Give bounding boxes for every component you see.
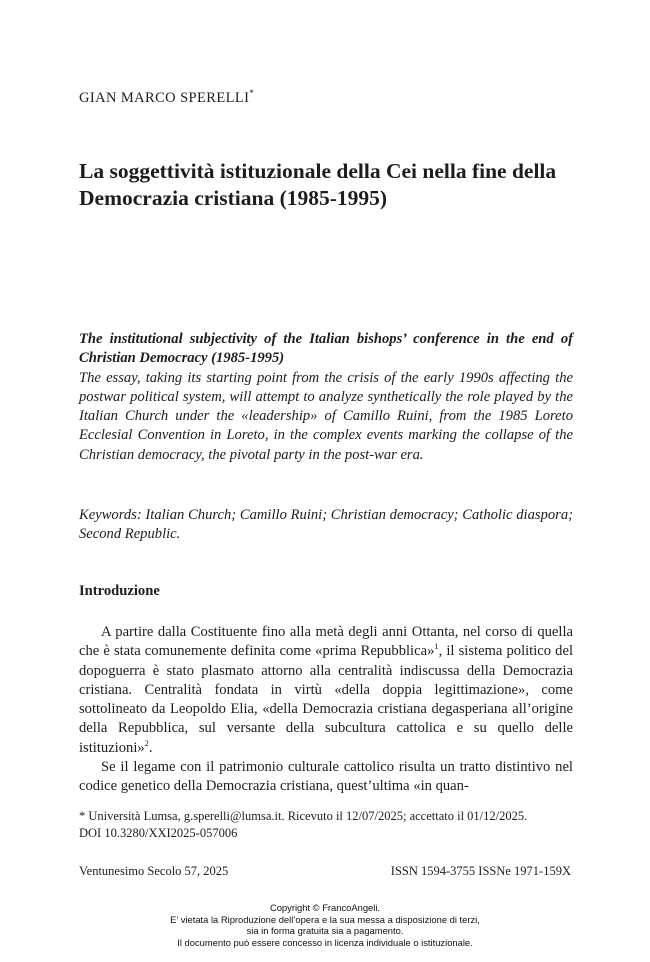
author-name xyxy=(79,90,254,107)
journal-footer: Ventunesimo Secolo 57, 2025 xyxy=(79,864,229,878)
copyright-line: Il documento può essere concesso in licenza individuale o istituzionale. xyxy=(177,937,473,949)
paragraph xyxy=(79,623,573,758)
article-title: La soggettività istituzionale della Cei nella fine della Democrazia cristiana (1985-1995) xyxy=(79,159,557,210)
author-footnote xyxy=(79,808,573,841)
paragraph: Se il legame con il patrimonio culturale cattolico risulta un tratto distintivo nel codice genetico della Democrazia cristiana, quest’ultima «in quan- xyxy=(79,759,573,795)
paragraph-part: , il sistema politico del dopoguerra è stato plasmato attorno alla centralità indiscussa della Democrazia cristiana. Centralità fondata in virtù «della doppia legittimazione», come sottolineato da Leopoldo Elia, «della Democrazia cristiana degasperiana all’origine della Repubblica, sul versante della subcultura cattolica e su quello delle istituzioni» xyxy=(79,643,574,756)
abstract xyxy=(79,330,573,465)
issn-footer: ISSN 1594-3755 ISSNe 1971-159X xyxy=(390,864,571,878)
abstract-title: The institutional subjectivity of the Italian bishops’ conference in the end of Christian Democracy (1985-1995) xyxy=(79,331,573,367)
footnote-ref-1: 1 xyxy=(434,641,439,652)
copyright-notice xyxy=(0,902,650,949)
footnote-ref-2: 2 xyxy=(144,737,149,748)
paragraph-part: A partire dalla Costituente fino alla metà degli anni Ottanta, nel corso di quella che è stata comunemente definita come «prima Repubblica» xyxy=(79,624,573,660)
keywords xyxy=(79,506,573,545)
body-text xyxy=(79,623,573,797)
abstract-text: The essay, taking its starting point from the crisis of the early 1990s affecting the postwar political system, will attempt to analyze synthetically the role played by the Italian Church under the «leadership» of Camillo Ruini, from the 1985 Loreto Ecclesial Convention in Loreto, in the complex events marking the collapse of the Christian democracy, the pivotal party in the post-war era. xyxy=(79,369,573,463)
copyright-line: sia in forma gratuita sia a pagamento. xyxy=(246,925,404,937)
copyright-line: E’ vietata la Riproduzione dell’opera e la sua messa a disposizione di terzi, xyxy=(170,913,480,925)
footnote-doi: DOI 10.3280/XXI2025-057006 xyxy=(79,825,238,840)
copyright-line: Copyright © FrancoAngeli. xyxy=(269,902,381,913)
keywords-text: Keywords: Italian Church; Camillo Ruini; Christian democracy; Catholic diaspora; Second Republic. xyxy=(79,507,573,543)
section-heading: Introduzione xyxy=(79,583,160,599)
author-name-text: GIAN MARCO SPERELLI xyxy=(79,90,250,106)
author-footnote-marker: * xyxy=(249,88,255,99)
paragraph-part: . xyxy=(148,739,153,756)
footnote-affiliation: * Università Lumsa, g.sperelli@lumsa.it. Ricevuto il 12/07/2025; accettato il 01/12/2025. xyxy=(79,809,528,823)
